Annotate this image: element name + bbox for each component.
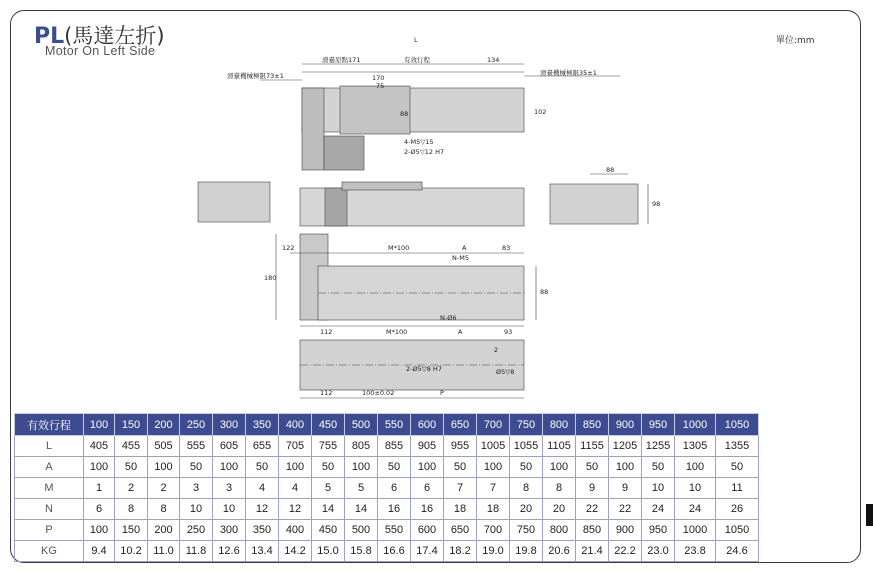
spec-cell: 2 bbox=[148, 478, 180, 499]
label-2: 2 bbox=[494, 346, 499, 354]
spec-col-header: 900 bbox=[609, 414, 642, 436]
spec-cell: 24 bbox=[675, 499, 716, 520]
spec-cell: 24.6 bbox=[716, 541, 759, 562]
side-left-view bbox=[198, 182, 270, 222]
spec-col-header: 400 bbox=[279, 414, 312, 436]
spec-cell: 855 bbox=[378, 436, 411, 457]
label-100: 100±0.02 bbox=[362, 389, 395, 397]
spec-cell: 100 bbox=[279, 457, 312, 478]
title-code: PL bbox=[34, 24, 65, 49]
label-top-L: L bbox=[414, 36, 418, 44]
spec-cell: 3 bbox=[180, 478, 213, 499]
spec-cell: 700 bbox=[477, 520, 510, 541]
spec-cell: 100 bbox=[148, 457, 180, 478]
spec-cell: 100 bbox=[84, 457, 115, 478]
side-view-carriage bbox=[342, 182, 422, 190]
label-hole1: 4-M5▽15 bbox=[404, 138, 434, 146]
spec-cell: 16 bbox=[378, 499, 411, 520]
spec-cell: 455 bbox=[115, 436, 148, 457]
spec-row-label: L bbox=[15, 436, 84, 457]
spec-cell: 100 bbox=[84, 520, 115, 541]
label-top-home: 滑臺原點171 bbox=[322, 56, 361, 64]
label-p: P bbox=[440, 389, 444, 397]
spec-cell: 7 bbox=[477, 478, 510, 499]
spec-header-row bbox=[15, 414, 759, 436]
spec-cell: 11 bbox=[716, 478, 759, 499]
spec-cell: 21.4 bbox=[576, 541, 609, 562]
unit-label: 單位:mm bbox=[776, 36, 815, 46]
spec-cell: 200 bbox=[148, 520, 180, 541]
spec-table bbox=[14, 413, 759, 562]
spec-cell: 1205 bbox=[609, 436, 642, 457]
spec-cell: 705 bbox=[279, 436, 312, 457]
spec-col-header: 150 bbox=[115, 414, 148, 436]
spec-cell: 655 bbox=[246, 436, 279, 457]
spec-cell: 12.6 bbox=[213, 541, 246, 562]
spec-cell: 20.6 bbox=[543, 541, 576, 562]
drawing-svg bbox=[190, 28, 670, 408]
label-170: 170 bbox=[372, 74, 385, 82]
spec-cell: 805 bbox=[345, 436, 378, 457]
spec-cell: 22 bbox=[576, 499, 609, 520]
spec-cell: 12 bbox=[246, 499, 279, 520]
spec-cell: 8 bbox=[115, 499, 148, 520]
spec-cell: 1355 bbox=[716, 436, 759, 457]
label-180: 180 bbox=[264, 274, 277, 282]
label-a-bot: A bbox=[458, 328, 463, 336]
spec-col-header: 1000 bbox=[675, 414, 716, 436]
label-75: 75 bbox=[376, 82, 385, 90]
label-top-left-mech: 滑臺機械極限73±1 bbox=[227, 72, 284, 80]
spec-cell: 9.4 bbox=[84, 541, 115, 562]
spec-cell: 2 bbox=[115, 478, 148, 499]
spec-cell: 4 bbox=[279, 478, 312, 499]
spec-cell: 10 bbox=[213, 499, 246, 520]
spec-row-label: P bbox=[15, 520, 84, 541]
side-view-motor bbox=[325, 188, 347, 226]
spec-row-label: KG bbox=[15, 541, 84, 562]
label-m100-bot: M*100 bbox=[386, 328, 408, 336]
label-102: 102 bbox=[534, 108, 547, 116]
spec-cell: 5 bbox=[345, 478, 378, 499]
label-88b: 88 bbox=[540, 288, 549, 296]
spec-col-header: 700 bbox=[477, 414, 510, 436]
spec-cell: 1005 bbox=[477, 436, 510, 457]
label-83: 83 bbox=[502, 244, 511, 252]
spec-cell: 20 bbox=[510, 499, 543, 520]
spec-col-header: 550 bbox=[378, 414, 411, 436]
spec-cell: 100 bbox=[477, 457, 510, 478]
spec-cell: 18 bbox=[444, 499, 477, 520]
spec-cell: 405 bbox=[84, 436, 115, 457]
spec-cell: 18 bbox=[477, 499, 510, 520]
spec-col-header: 650 bbox=[444, 414, 477, 436]
spec-cell: 9 bbox=[576, 478, 609, 499]
end-view bbox=[550, 184, 638, 224]
spec-cell: 15.0 bbox=[312, 541, 345, 562]
spec-cell: 650 bbox=[444, 520, 477, 541]
label-end-98: 98 bbox=[652, 200, 661, 208]
spec-row bbox=[15, 541, 759, 562]
spec-cell: 10 bbox=[675, 478, 716, 499]
spec-cell: 6 bbox=[378, 478, 411, 499]
label-nm5: N-M5 bbox=[452, 254, 469, 262]
spec-row bbox=[15, 520, 759, 541]
spec-cell: 24 bbox=[642, 499, 675, 520]
spec-cell: 11.0 bbox=[148, 541, 180, 562]
spec-col-header: 300 bbox=[213, 414, 246, 436]
spec-cell: 13.4 bbox=[246, 541, 279, 562]
label-a-top: A bbox=[462, 244, 467, 252]
spec-cell: 600 bbox=[411, 520, 444, 541]
spec-cell: 50 bbox=[312, 457, 345, 478]
label-n6: N-Ø6 bbox=[440, 314, 457, 322]
top-view-body bbox=[302, 88, 524, 132]
spec-cell: 19.0 bbox=[477, 541, 510, 562]
spec-row bbox=[15, 436, 759, 457]
spec-cell: 955 bbox=[444, 436, 477, 457]
label-88v: 88 bbox=[400, 110, 409, 118]
spec-col-header: 750 bbox=[510, 414, 543, 436]
spec-cell: 850 bbox=[576, 520, 609, 541]
label-m100-top: M*100 bbox=[388, 244, 410, 252]
spec-cell: 14.2 bbox=[279, 541, 312, 562]
label-end-88: 88 bbox=[606, 166, 615, 174]
edge-mark bbox=[866, 504, 873, 526]
label-112: 112 bbox=[320, 328, 333, 336]
spec-col-header: 250 bbox=[180, 414, 213, 436]
spec-cell: 100 bbox=[411, 457, 444, 478]
spec-col-header: 450 bbox=[312, 414, 345, 436]
spec-cell: 6 bbox=[84, 499, 115, 520]
technical-drawing bbox=[190, 28, 670, 408]
spec-row bbox=[15, 499, 759, 520]
spec-col-header: 950 bbox=[642, 414, 675, 436]
spec-cell: 50 bbox=[115, 457, 148, 478]
spec-cell: 905 bbox=[411, 436, 444, 457]
spec-row bbox=[15, 457, 759, 478]
spec-cell: 26 bbox=[716, 499, 759, 520]
spec-cell: 50 bbox=[246, 457, 279, 478]
spec-cell: 1105 bbox=[543, 436, 576, 457]
spec-cell: 10.2 bbox=[115, 541, 148, 562]
spec-cell: 450 bbox=[312, 520, 345, 541]
spec-cell: 50 bbox=[444, 457, 477, 478]
spec-cell: 50 bbox=[642, 457, 675, 478]
label-112b: 112 bbox=[320, 389, 333, 397]
spec-cell: 15.8 bbox=[345, 541, 378, 562]
spec-cell: 8 bbox=[510, 478, 543, 499]
spec-cell: 1155 bbox=[576, 436, 609, 457]
spec-cell: 14 bbox=[345, 499, 378, 520]
spec-cell: 100 bbox=[543, 457, 576, 478]
spec-cell: 350 bbox=[246, 520, 279, 541]
spec-cell: 20 bbox=[543, 499, 576, 520]
spec-cell: 19.8 bbox=[510, 541, 543, 562]
spec-cell: 8 bbox=[543, 478, 576, 499]
spec-cell: 500 bbox=[345, 520, 378, 541]
spec-cell: 750 bbox=[510, 520, 543, 541]
spec-cell: 950 bbox=[642, 520, 675, 541]
label-pin2: Ø5▽8 bbox=[496, 368, 515, 376]
spec-cell: 100 bbox=[213, 457, 246, 478]
spec-cell: 14 bbox=[312, 499, 345, 520]
spec-col-header: 850 bbox=[576, 414, 609, 436]
spec-cell: 5 bbox=[312, 478, 345, 499]
spec-cell: 8 bbox=[148, 499, 180, 520]
label-top-stroke: 有效行程 bbox=[404, 56, 430, 64]
label-pin1: 2-Ø5▽8 H7 bbox=[406, 365, 442, 373]
spec-col-header: 1050 bbox=[716, 414, 759, 436]
spec-cell: 1 bbox=[84, 478, 115, 499]
spec-row-label: N bbox=[15, 499, 84, 520]
spec-cell: 100 bbox=[345, 457, 378, 478]
spec-cell: 23.0 bbox=[642, 541, 675, 562]
spec-cell: 10 bbox=[642, 478, 675, 499]
spec-cell: 16 bbox=[411, 499, 444, 520]
spec-cell: 605 bbox=[213, 436, 246, 457]
spec-col-header: 600 bbox=[411, 414, 444, 436]
label-93: 93 bbox=[504, 328, 513, 336]
spec-cell: 900 bbox=[609, 520, 642, 541]
spec-cell: 505 bbox=[148, 436, 180, 457]
spec-col-header: 100 bbox=[84, 414, 115, 436]
spec-cell: 11.8 bbox=[180, 541, 213, 562]
spec-cell: 12 bbox=[279, 499, 312, 520]
spec-cell: 50 bbox=[180, 457, 213, 478]
top-view-motor bbox=[324, 136, 364, 170]
title-cn: (馬達左折) bbox=[64, 24, 165, 48]
spec-col-header: 350 bbox=[246, 414, 279, 436]
spec-body bbox=[15, 436, 759, 562]
spec-cell: 17.4 bbox=[411, 541, 444, 562]
spec-cell: 23.8 bbox=[675, 541, 716, 562]
spec-cell: 550 bbox=[378, 520, 411, 541]
label-hole2: 2-Ø5▽12 H7 bbox=[404, 148, 445, 156]
spec-cell: 7 bbox=[444, 478, 477, 499]
label-122: 122 bbox=[282, 244, 295, 252]
spec-cell: 9 bbox=[609, 478, 642, 499]
spec-cell: 10 bbox=[180, 499, 213, 520]
spec-cell: 300 bbox=[213, 520, 246, 541]
spec-cell: 1050 bbox=[716, 520, 759, 541]
spec-cell: 100 bbox=[609, 457, 642, 478]
spec-cell: 1255 bbox=[642, 436, 675, 457]
label-top-134: 134 bbox=[487, 56, 500, 64]
spec-cell: 1000 bbox=[675, 520, 716, 541]
spec-cell: 1055 bbox=[510, 436, 543, 457]
label-top-right-mech: 滑臺機械極限35±1 bbox=[540, 69, 597, 77]
spec-row-label: M bbox=[15, 478, 84, 499]
spec-cell: 100 bbox=[675, 457, 716, 478]
spec-cell: 50 bbox=[510, 457, 543, 478]
spec-cell: 800 bbox=[543, 520, 576, 541]
spec-cell: 555 bbox=[180, 436, 213, 457]
spec-row bbox=[15, 478, 759, 499]
spec-header-label: 有效行程 bbox=[15, 414, 84, 436]
spec-cell: 18.2 bbox=[444, 541, 477, 562]
spec-cell: 22 bbox=[609, 499, 642, 520]
spec-cell: 6 bbox=[411, 478, 444, 499]
spec-cell: 755 bbox=[312, 436, 345, 457]
top-view-motor-plate bbox=[302, 88, 324, 170]
spec-cell: 400 bbox=[279, 520, 312, 541]
spec-col-header: 500 bbox=[345, 414, 378, 436]
spec-cell: 22.2 bbox=[609, 541, 642, 562]
spec-row-label: A bbox=[15, 457, 84, 478]
page-subtitle: Motor On Left Side bbox=[45, 44, 156, 58]
spec-cell: 150 bbox=[115, 520, 148, 541]
spec-cell: 50 bbox=[378, 457, 411, 478]
spec-cell: 50 bbox=[716, 457, 759, 478]
spec-cell: 250 bbox=[180, 520, 213, 541]
spec-cell: 1305 bbox=[675, 436, 716, 457]
spec-cell: 16.6 bbox=[378, 541, 411, 562]
spec-cell: 50 bbox=[576, 457, 609, 478]
spec-col-header: 200 bbox=[148, 414, 180, 436]
spec-cell: 3 bbox=[213, 478, 246, 499]
spec-col-header: 800 bbox=[543, 414, 576, 436]
spec-cell: 4 bbox=[246, 478, 279, 499]
